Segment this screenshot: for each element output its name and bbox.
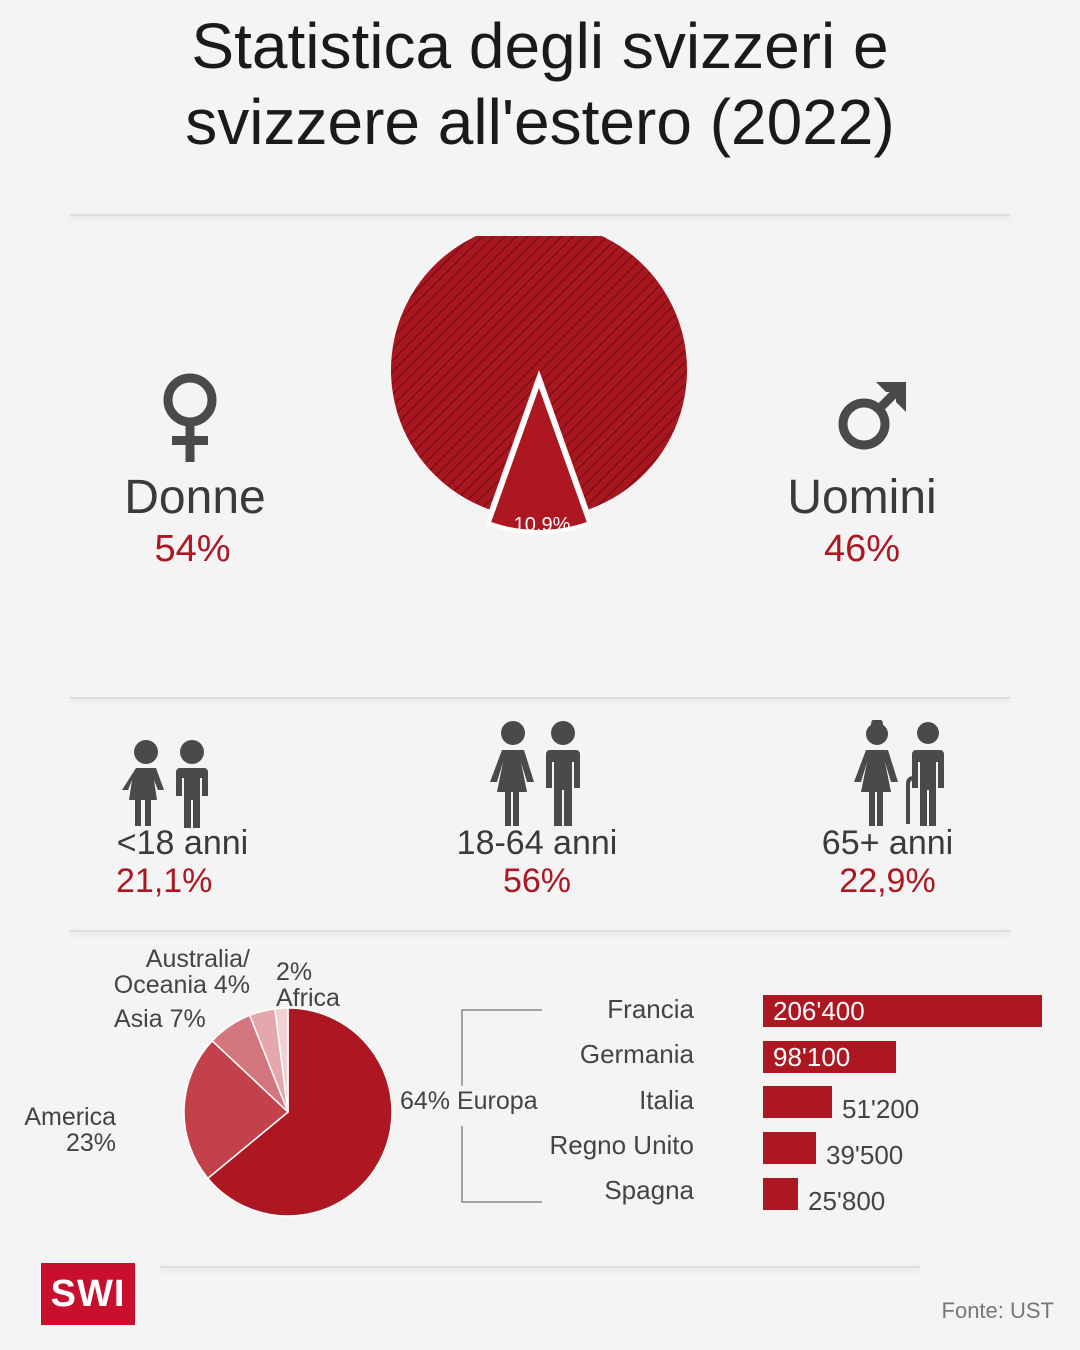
label-europa: 64% Europa <box>400 1087 538 1115</box>
label-africa <box>276 959 340 1011</box>
women-value: 54% <box>154 528 231 570</box>
swi-logo: SWI <box>41 1263 135 1325</box>
age-under18-value: 21,1% <box>116 862 213 900</box>
adults-icon <box>488 720 592 828</box>
label-oceania-line-2: Oceania 4% <box>113 971 250 999</box>
label-america <box>10 1104 116 1156</box>
label-africa-line-1: 2% <box>276 958 313 986</box>
seniors-icon <box>850 720 954 828</box>
divider-top <box>70 214 1010 216</box>
chart-title-line-2: svizzere all'estero (2022) <box>185 86 895 158</box>
country-bar-value: 206'400 <box>773 996 865 1026</box>
divider-middle <box>70 697 1010 699</box>
share-pie-chart <box>380 236 700 566</box>
age-65plus-value: 22,9% <box>839 862 936 900</box>
country-bar-value: 39'500 <box>826 1140 904 1170</box>
label-america-line-1: America <box>24 1103 116 1131</box>
age-65plus-label: 65+ anni <box>821 824 954 862</box>
label-asia: Asia 7% <box>114 1005 206 1033</box>
country-label: Italia <box>639 1085 694 1115</box>
age-18-64-value: 56% <box>502 862 572 900</box>
source-note: Fonte: UST <box>941 1298 1054 1323</box>
continent-pie-chart <box>176 1000 400 1224</box>
men-value: 46% <box>823 528 901 570</box>
country-label: Germania <box>579 1039 694 1069</box>
country-label: Regno Unito <box>549 1130 694 1160</box>
label-america-line-2: 23% <box>65 1129 116 1157</box>
women-label: Donne <box>124 471 266 524</box>
chart-title <box>0 8 1080 160</box>
country-bar-value: 98'100 <box>773 1042 851 1072</box>
country-bar <box>763 1178 798 1210</box>
share-pie-slice-label: 10,9% <box>513 514 571 536</box>
country-label: Spagna <box>604 1175 694 1205</box>
country-bar-value: 25'800 <box>808 1186 886 1216</box>
age-18-64-label: 18-64 anni <box>456 824 618 862</box>
male-symbol-icon <box>834 380 910 452</box>
divider-lower <box>70 930 1010 932</box>
label-oceania-line-1: Australia/ <box>145 945 250 973</box>
chart-title-line-1: Statistica degli svizzeri e <box>191 10 889 82</box>
female-symbol-icon <box>160 370 220 466</box>
age-under18-label: <18 anni <box>116 824 249 862</box>
country-bar <box>763 1086 832 1118</box>
children-icon <box>122 738 216 828</box>
label-africa-line-2: Africa <box>276 984 340 1012</box>
country-bar-value: 51'200 <box>842 1094 920 1124</box>
country-label: Francia <box>607 994 694 1024</box>
label-oceania <box>90 946 250 998</box>
divider-bottom <box>160 1266 920 1268</box>
men-label: Uomini <box>787 471 937 524</box>
country-bar <box>763 1132 816 1164</box>
